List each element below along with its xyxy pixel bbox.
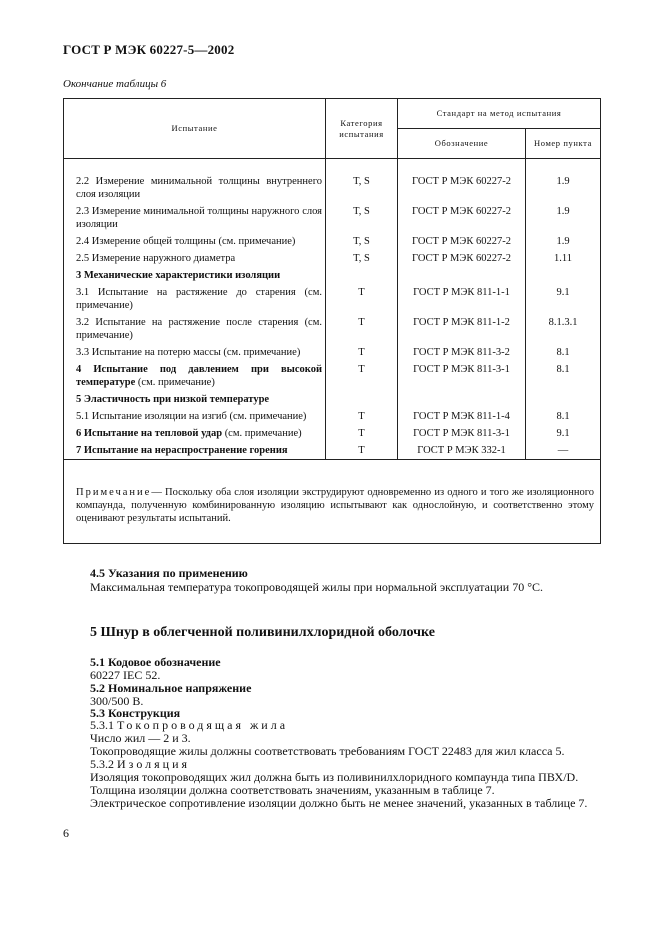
table-row: 2.3 Измерение минимальной толщины наружного слоя изоляции T, S ГОСТ Р МЭК 60227-2 1.9 (64, 203, 601, 233)
table-row-section: 3 Механические характеристики изоляции (64, 267, 601, 284)
section-heading-5-3: 5.3 Конструкция (90, 706, 181, 720)
section-heading-5-1: 5.1 Кодовое обозначение (90, 655, 221, 669)
table-row: 2.5 Измерение наружного диаметра T, S ГОСТ Р МЭК 60227-2 1.11 (64, 250, 601, 267)
table-row: 4 Испытание под давлением при высокой температуре (см. примечание) T ГОСТ Р МЭК 811-3-1 8.1 (64, 361, 601, 391)
header-clause: Номер пункта (526, 129, 601, 159)
table-row: 2.4 Измерение общей толщины (см. примечание) T, S ГОСТ Р МЭК 60227-2 1.9 (64, 233, 601, 250)
subsection-5-3-2: 5.3.2 Изоляция (90, 757, 191, 771)
table-row: 7 Испытание на нераспространение горения T ГОСТ Р МЭК 332-1 — (64, 442, 601, 460)
section-text-4-5: Максимальная температура токопроводящей жилы при нормальной эксплуатации 70 °С. (90, 580, 544, 594)
text-5-3-2-a: Изоляция токопроводящих жил должна быть из поливинилхлоридного компаунда типа ПВХ/D. (90, 770, 579, 784)
page-number: 6 (63, 826, 69, 840)
table-note: Примечание— Поскольку оба слоя изоляции экструдируют одновременно из одного и того же изоляционного компаунда, полученную комбинированную изоляцию испытывают как однослойную, и соответственно этому оценивают результаты испытаний. (64, 460, 601, 544)
section-text-5-2: 300/500 В. (90, 694, 144, 708)
table-row-section: 5 Эластичность при низкой температуре (64, 391, 601, 408)
table-header-row (64, 99, 601, 129)
section-heading-4-5: 4.5 Указания по применению (90, 566, 248, 580)
table-note-row (64, 460, 601, 544)
subsection-5-3-1: 5.3.1 Токопроводящая жила (90, 718, 289, 732)
text-5-3-2-b: Толщина изоляции должна соответствовать значениям, указанным в таблице 7. (90, 783, 495, 797)
header-test: Испытание (64, 99, 326, 159)
table-caption: Окончание таблицы 6 (63, 78, 167, 90)
test-table (63, 98, 601, 544)
table-row: 2.2 Измерение минимальной толщины внутреннего слоя изоляции T, S ГОСТ Р МЭК 60227-2 1.9 (64, 173, 601, 203)
text-5-3-1-b: Токопроводящие жилы должны соответствовать требованиям ГОСТ 22483 для жил класса 5. (90, 744, 565, 758)
table-row: 6 Испытание на тепловой удар (см. примечание) T ГОСТ Р МЭК 811-3-1 9.1 (64, 425, 601, 442)
table-row: 3.3 Испытание на потерю массы (см. примечание) T ГОСТ Р МЭК 811-3-2 8.1 (64, 344, 601, 361)
text-5-3-1-a: Число жил — 2 и 3. (90, 731, 191, 745)
text-5-3-2-c: Электрическое сопротивление изоляции должно быть не менее значений, указанных в таблице 7. (90, 796, 588, 810)
header-category: Категория испытания (326, 99, 398, 159)
section-text-5-1: 60227 IEC 52. (90, 668, 161, 682)
header-standard: Стандарт на метод испытания (398, 99, 601, 129)
table-row: 5.1 Испытание изоляции на изгиб (см. примечание) T ГОСТ Р МЭК 811-1-4 8.1 (64, 408, 601, 425)
document-header: ГОСТ Р МЭК 60227-5—2002 (63, 42, 235, 57)
section-heading-5: 5 Шнур в облегченной поливинилхлоридной оболочке (90, 625, 435, 640)
table-row: 3.2 Испытание на растяжение после старения (см. примечание) T ГОСТ Р МЭК 811-1-2 8.1.3.1 (64, 314, 601, 344)
header-designation: Обозначение (398, 129, 526, 159)
section-heading-5-2: 5.2 Номинальное напряжение (90, 681, 252, 695)
table-row: 3.1 Испытание на растяжение до старения (см. примечание) T ГОСТ Р МЭК 811-1-1 9.1 (64, 284, 601, 314)
